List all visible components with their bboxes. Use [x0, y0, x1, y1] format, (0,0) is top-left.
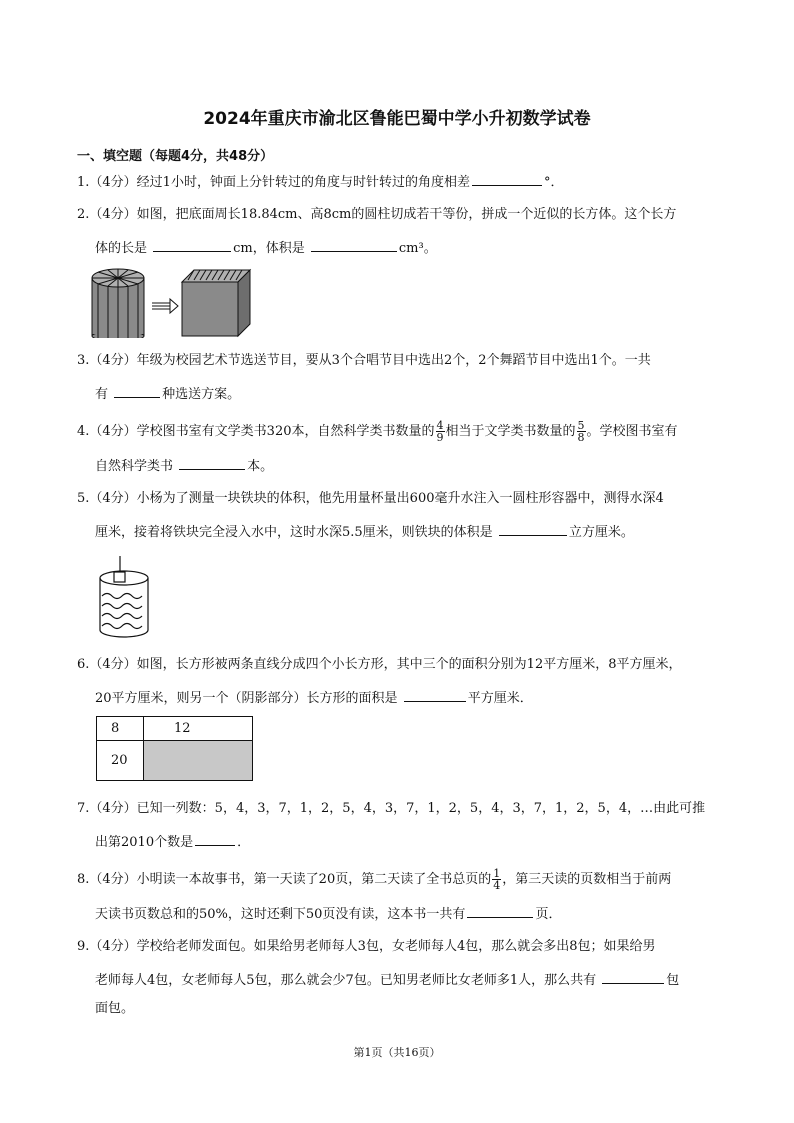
- answer-blank: [404, 688, 466, 702]
- q8-text-a: 8.（4分）小明读一本故事书，第一天读了20页，第二天读了全书总页的: [77, 872, 492, 887]
- answer-blank: [114, 384, 160, 398]
- q2-text-a: 体的长是: [95, 241, 148, 256]
- water-wave: [102, 594, 142, 599]
- question-8-cont: [95, 904, 561, 924]
- q4-text-c: 。学校图书室有: [586, 424, 678, 439]
- page-footer: 第1页（共16页）: [353, 1046, 441, 1059]
- container-with-iron-block-figure: [96, 554, 156, 642]
- question-5: 5.（4分）小杨为了测量一块铁块的体积，他先用量杯量出600毫升水注入一圆柱形容器中，测得水深4: [77, 491, 664, 506]
- q2-text-c: cm³。: [398, 241, 437, 256]
- question-4: [77, 420, 678, 443]
- question-4-cont: [95, 456, 273, 476]
- answer-blank: [153, 238, 231, 252]
- question-3: 3.（4分）年级为校园艺术节选送节目，要从3个合唱节目中选出2个，2个舞蹈节目中选出1个。一共: [77, 353, 651, 368]
- q4-text-d: 自然科学类书: [95, 459, 174, 474]
- question-7-cont: [95, 832, 250, 852]
- q1-after: °．: [543, 175, 564, 190]
- question-5-cont: [95, 522, 634, 542]
- q2-text-b: cm，体积是: [233, 241, 305, 256]
- cylinder-to-cuboid-figure: [88, 266, 254, 338]
- question-9: 9.（4分）学校给老师发面包。如果给男老师每人3包，女老师每人4包，那么就会多出8包；如果给男: [77, 939, 656, 954]
- q1-text: 1.（4分）经过1小时，钟面上分针转过的角度与时针转过的角度相差: [77, 175, 470, 190]
- q3-text-a: 有: [95, 387, 109, 402]
- q5-text-b: 立方厘米。: [568, 525, 634, 540]
- q5-text-a: 厘米，接着将铁块完全浸入水中，这时水深5.5厘米，则铁块的体积是: [95, 525, 493, 540]
- q8-text-c: 天读书页数总和的50%，这时还剩下50页没有读，这本书一共有: [95, 907, 466, 922]
- q7-text-b: ．: [237, 835, 251, 850]
- q7-text-a: 出第2010个数是: [95, 835, 194, 850]
- area-cell-20: 20: [97, 741, 144, 781]
- q9-text-b: 包: [666, 973, 680, 988]
- q6-text-a: 20平方厘米，则另一个（阴影部分）长方形的面积是: [95, 691, 398, 706]
- question-9-cont-2: 面包。: [95, 1001, 135, 1016]
- answer-blank: [467, 904, 533, 918]
- rectangle-grid-figure: [96, 716, 253, 781]
- q9-text-a: 老师每人4包，女老师每人5包，那么就会少7包。已知男老师比女老师多1人，那么共有: [95, 973, 597, 988]
- answer-blank: [195, 832, 235, 846]
- fraction-1-4: $\frac{1}{4}$: [493, 867, 501, 892]
- question-8: [77, 868, 671, 891]
- shaded-cell: [144, 741, 253, 781]
- page-title: 2024年重庆市渝北区鲁能巴蜀中学小升初数学试卷: [203, 109, 591, 129]
- question-6: 6.（4分）如图，长方形被两条直线分成四个小长方形，其中三个的面积分别为12平方厘米，8平方厘米，: [77, 657, 682, 672]
- area-cell-12: 12: [144, 717, 253, 741]
- q6-text-b: 平方厘米．: [467, 691, 533, 706]
- question-3-cont: [95, 384, 240, 404]
- question-2: 2.（4分）如图，把底面周长18.84cm、高8cm的圆柱切成若干等份，拼成一个近似的长方体。这个长方: [77, 207, 677, 222]
- question-2-cont: [95, 238, 437, 258]
- arrow-icon: [152, 299, 178, 313]
- cylinder-drawing: [92, 269, 144, 338]
- q4-text-a: 4.（4分）学校图书室有文学类书320本，自然科学类书数量的: [77, 424, 435, 439]
- answer-blank: [311, 238, 397, 252]
- cuboid-drawing: [182, 270, 250, 336]
- answer-blank: [179, 456, 245, 470]
- q4-text-e: 本。: [247, 459, 274, 474]
- q8-text-d: 页．: [535, 907, 562, 922]
- question-6-cont: [95, 688, 533, 708]
- area-cell-8: 8: [97, 717, 144, 741]
- question-9-cont: [95, 970, 679, 990]
- section-heading: 一、填空题（每题4分，共48分）: [77, 149, 274, 164]
- answer-blank: [499, 522, 567, 536]
- answer-blank: [602, 970, 664, 984]
- iron-block: [114, 572, 125, 582]
- answer-blank: [472, 172, 542, 186]
- fraction-4-9: $\frac{4}{9}$: [436, 419, 444, 444]
- q3-text-b: 种选送方案。: [162, 387, 241, 402]
- question-1: [77, 172, 563, 192]
- fraction-5-8: $\frac{5}{8}$: [577, 419, 585, 444]
- question-7: 7.（4分）已知一列数：5，4，3，7，1，2，5，4，3，7，1，2，5，4，3，7，1，2，5，4，…由此可推: [77, 801, 706, 816]
- q8-text-b: ，第三天读的页数相当于前两: [502, 872, 672, 887]
- q4-text-b: 相当于文学类书数量的: [445, 424, 576, 439]
